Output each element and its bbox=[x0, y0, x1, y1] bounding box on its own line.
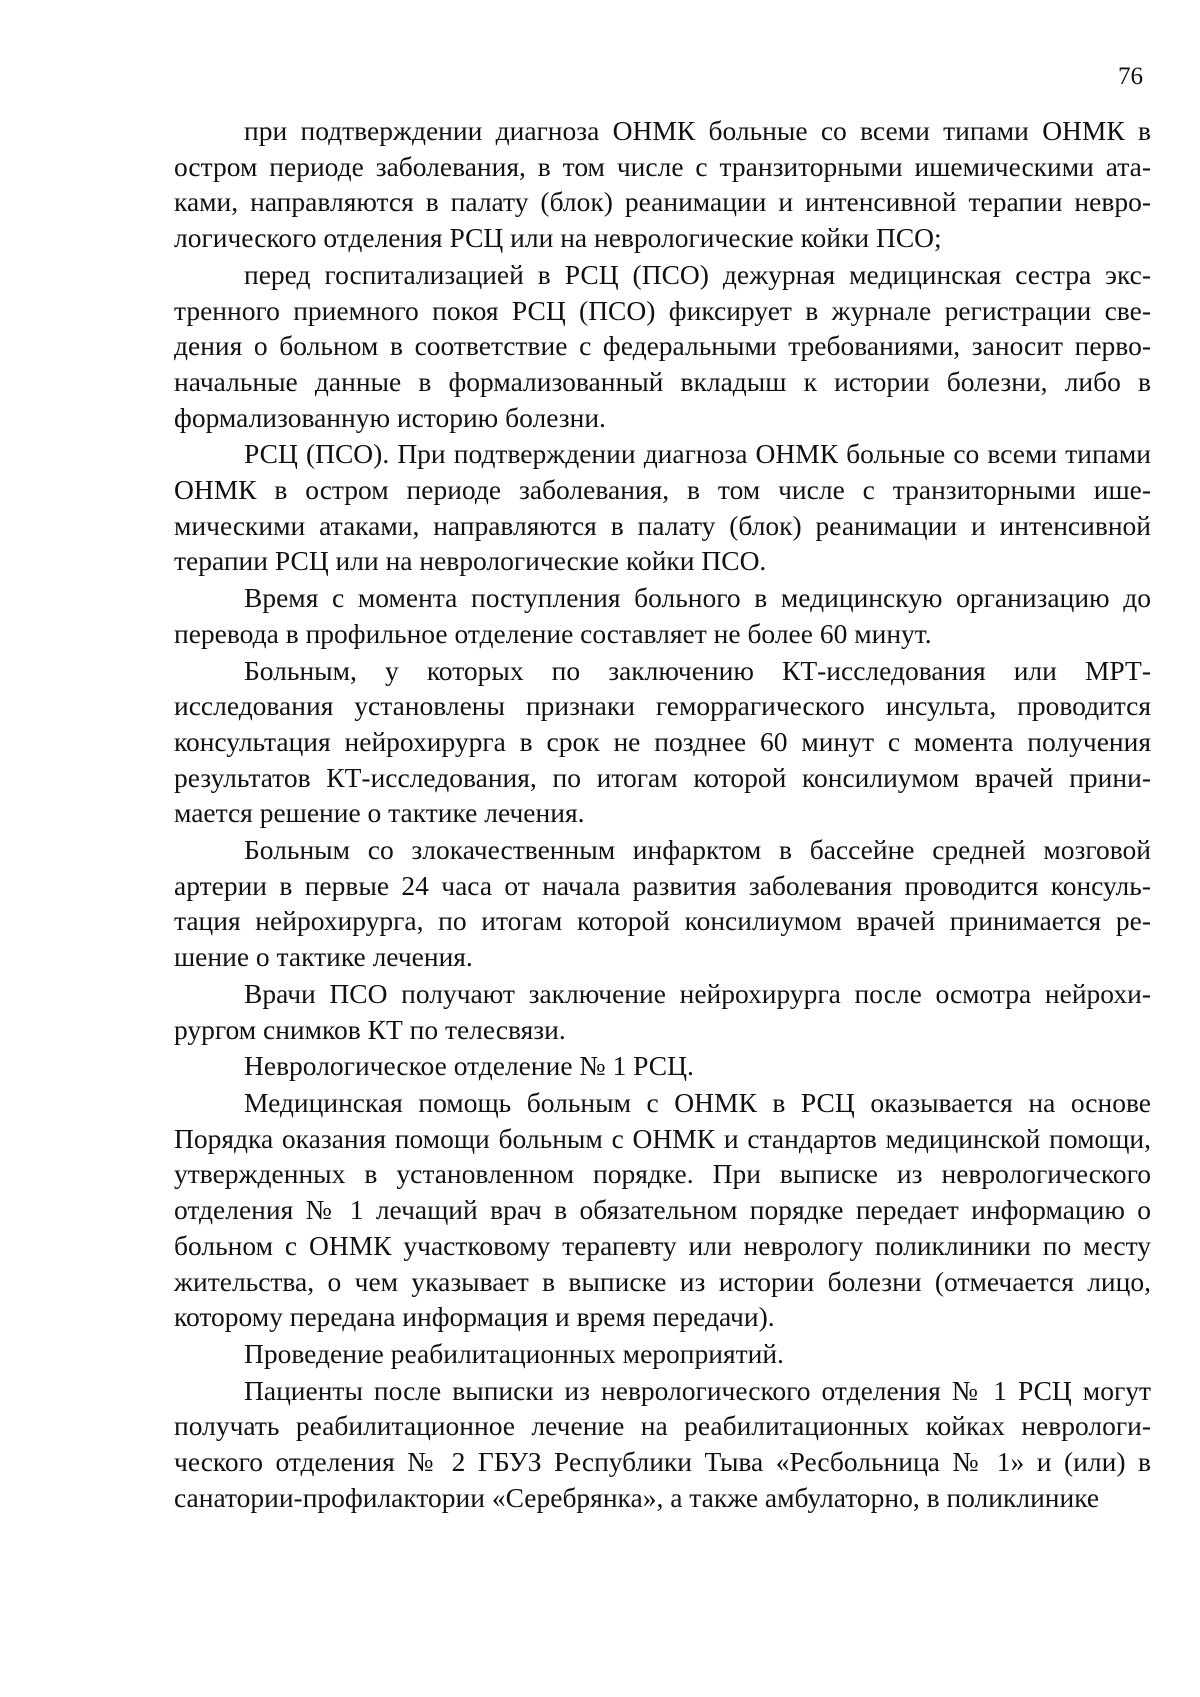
paragraph-9: Медицинская помощь больным с ОНМК в РСЦ оказывается на основе Порядка оказания помощи больным с ОНМК и стандартов медицинской помощи, утвержденных в установленном порядке. При выписке из неврологического отделения № 1 лечащий врач в обязательном порядке передает информацию о больном с ОНМК участковому терапевту или неврологу поликлиники по месту жительства, о чем указывает в выписке из истории болезни (отмечается лицо, которому передана информация и время передачи). bbox=[174, 1086, 1151, 1333]
section-heading-rehabilitation: Проведение реабилитационных мероприятий. bbox=[244, 1337, 784, 1369]
page-number: 76 bbox=[1118, 63, 1143, 90]
document-body bbox=[174, 113, 1151, 1516]
paragraph-11: Пациенты после выписки из неврологического отделения № 1 РСЦ могут получать реабилитационное лечение на реабилитационных койках неврологического отделения № 2 ГБУЗ Республики Тыва «Ресбольница № 1» и (или) в санатории-профилактории «Серебрянка», а также амбулаторно, в поликлинике bbox=[174, 1374, 1151, 1513]
paragraph-3: РСЦ (ПСО). При подтверждении диагноза ОНМК больные со всеми типами ОНМК в остром периоде заболевания, в том числе с транзиторными ишемическими атаками, направляются в палату (блок) реанимации и интенсивной терапии РСЦ или на неврологические койки ПСО. bbox=[174, 438, 1151, 577]
paragraph-7: Врачи ПСО получают заключение нейрохирурга после осмотра нейрохирургом снимков КТ по телесвязи. bbox=[174, 977, 1151, 1045]
paragraph-2: перед госпитализацией в РСЦ (ПСО) дежурная медицинская сестра экстренного приемного покоя РСЦ (ПСО) фиксирует в журнале регистрации сведения о больном в соответствие с федеральными требованиями, заносит первоначальные данные в формализованный вкладыш к истории болезни, либо в формализованную историю болезни. bbox=[174, 258, 1151, 433]
section-heading-neurology-dept: Неврологическое отделение № 1 РСЦ. bbox=[244, 1050, 694, 1082]
paragraph-4: Время с момента поступления больного в медицинскую организацию до перевода в профильное отделение составляет не более 60 минут. bbox=[174, 582, 1151, 649]
paragraph-6: Больным со злокачественным инфарктом в бассейне средней мозговой артерии в первые 24 часа от начала развития заболевания проводится консультация нейрохирурга, по итогам которой консилиумом врачей принимается решение о тактике лечения. bbox=[174, 834, 1151, 973]
paragraph-5: Больным, у которых по заключению КТ-исследования или МРТ-исследования установлены признаки геморрагического инсульта, проводится консультация нейрохирурга в срок не позднее 60 минут с момента получения результатов КТ-исследования, по итогам которой консилиумом врачей принимается решение о тактике лечения. bbox=[174, 654, 1151, 829]
paragraph-1: при подтверждении диагноза ОНМК больные со всеми типами ОНМК в остром периоде заболевания, в том числе с транзиторными ишемическими атаками, направляются в палату (блок) реанимации и интенсивной терапии неврологического отделения РСЦ или на неврологические койки ПСО; bbox=[174, 115, 1151, 254]
